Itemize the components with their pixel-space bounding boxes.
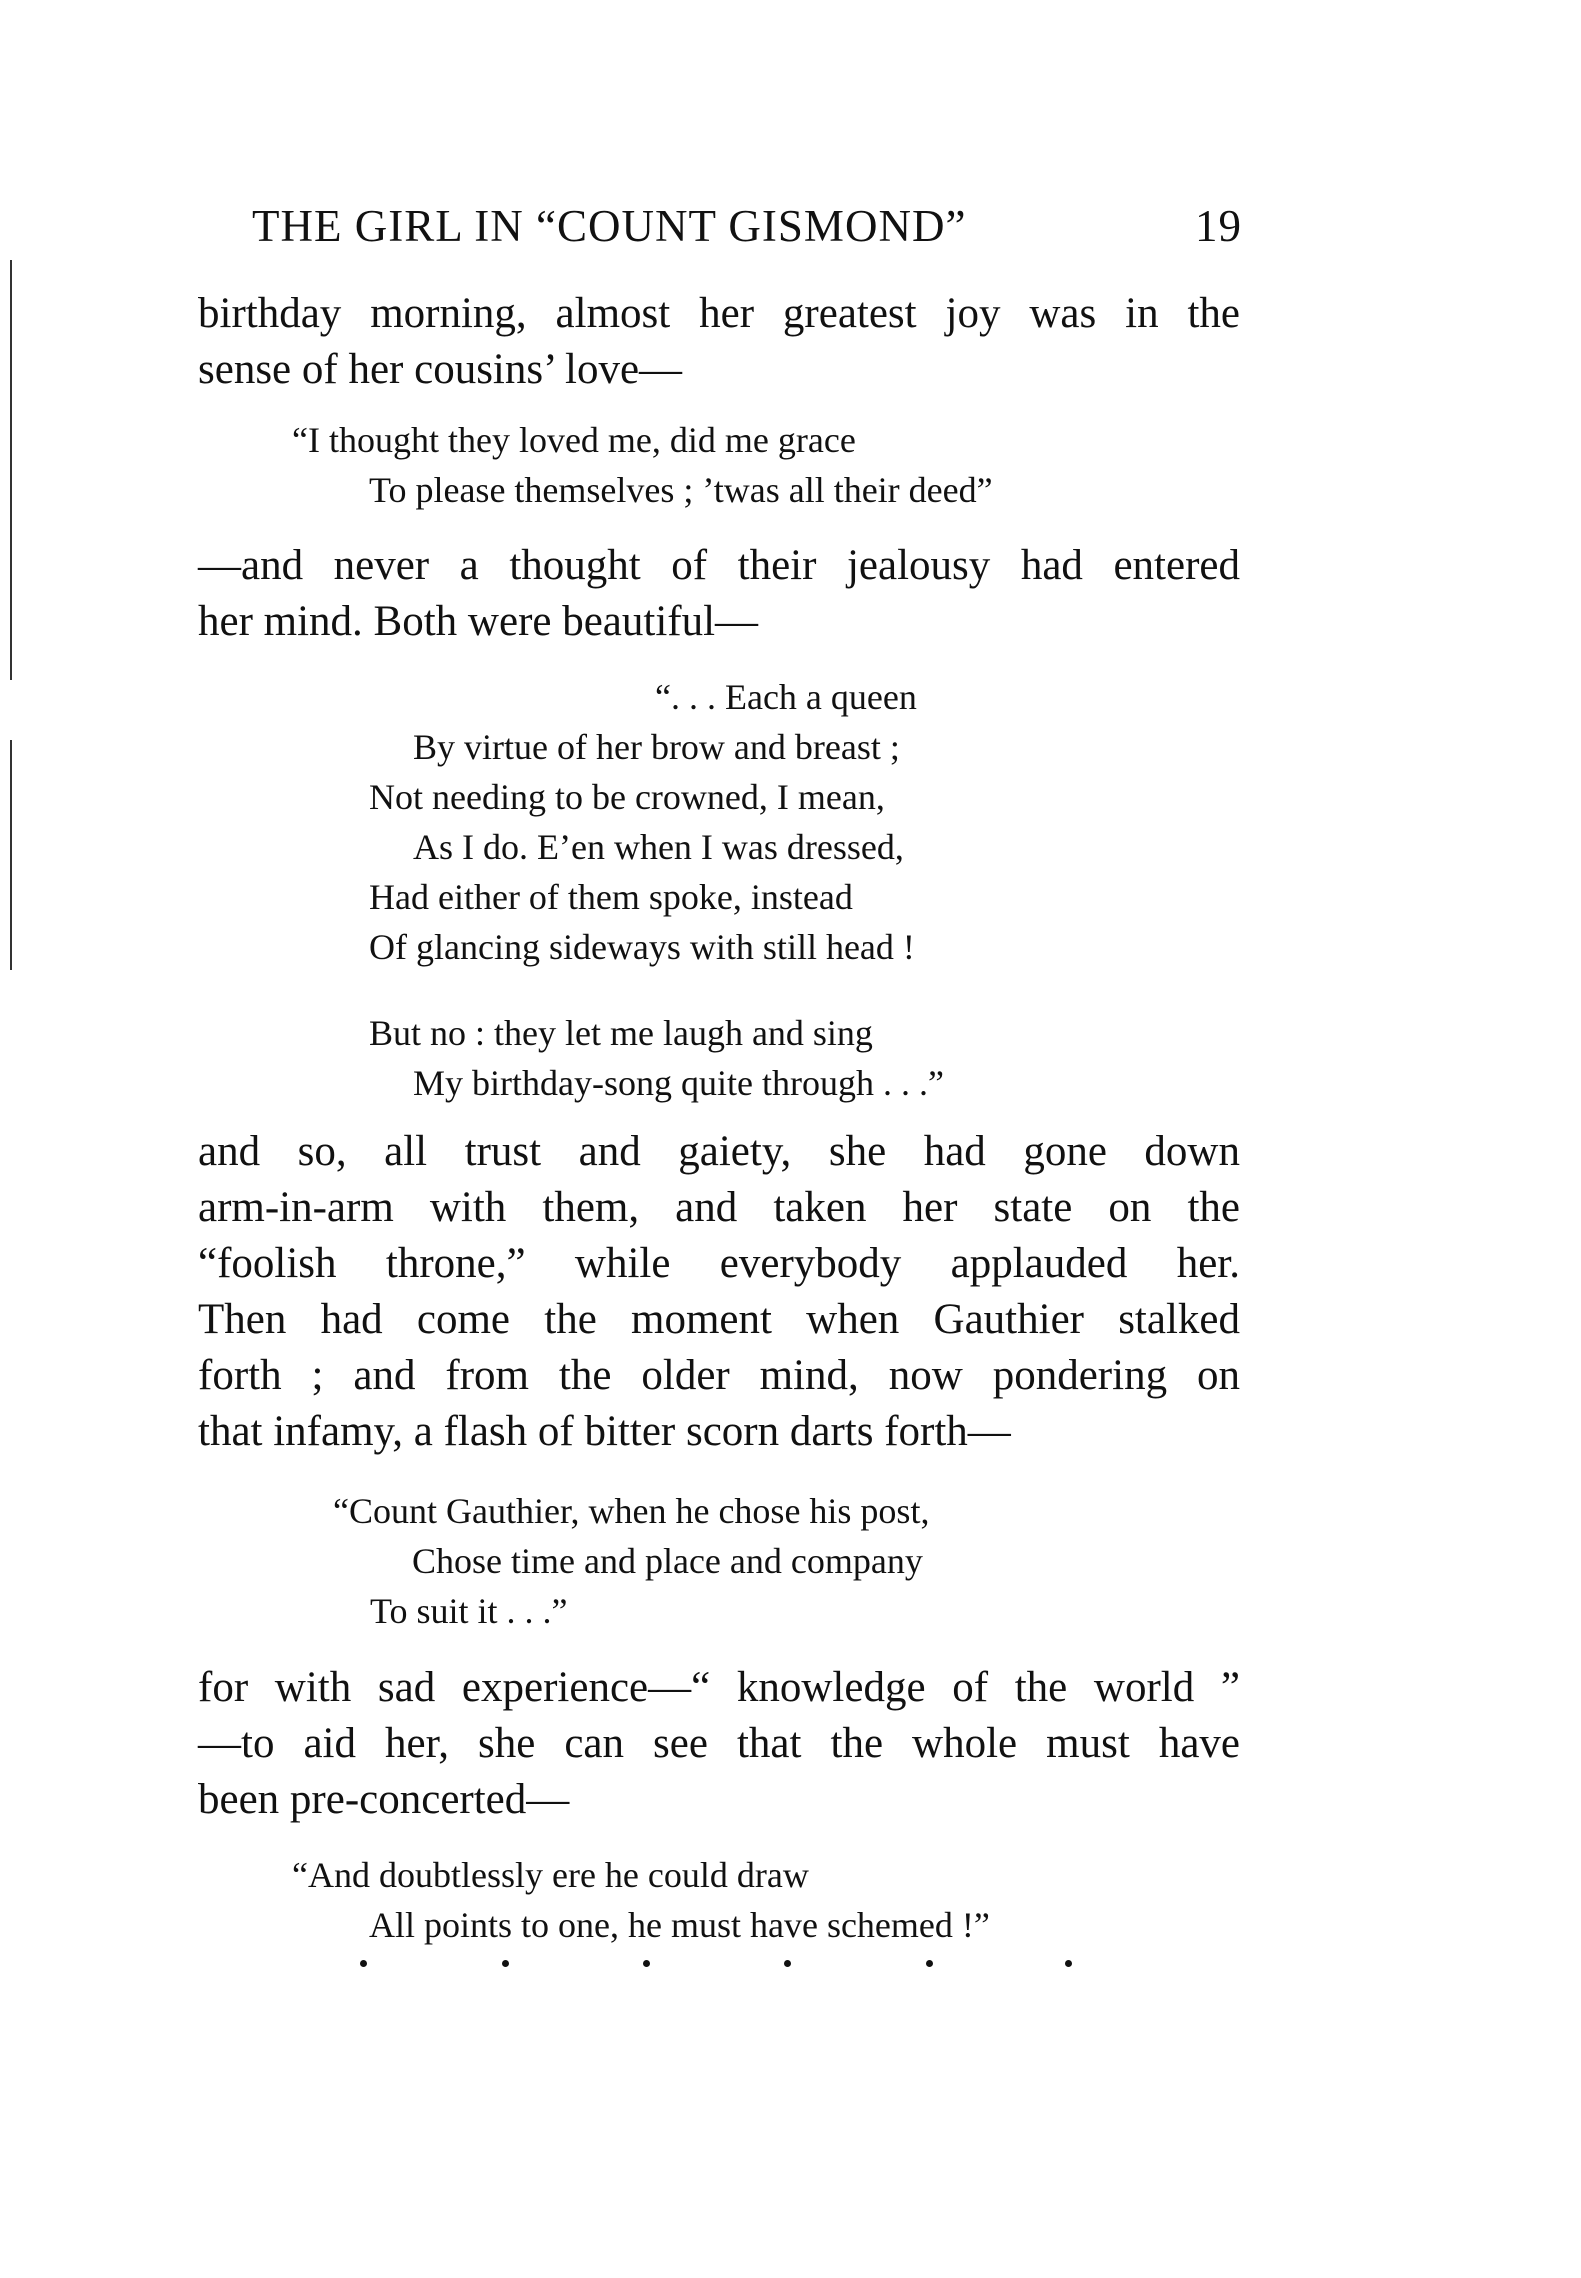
text-line: her mind. Both were beautiful— (198, 598, 759, 645)
verse-line: “Count Gauthier, when he chose his post, (333, 1491, 930, 1531)
verse-quotation (369, 672, 915, 972)
verse-line: To suit it . . .” (370, 1591, 568, 1631)
verse-line: Not needing to be crowned, I mean, (369, 777, 885, 817)
verse-quotation (292, 415, 993, 515)
dot (926, 1960, 933, 1967)
running-header (252, 200, 1242, 270)
page-edge-shadow (10, 740, 12, 970)
page-edge-shadow (10, 260, 12, 680)
text-line: for with sad experience—“ knowledge of the world ” (198, 1664, 1240, 1711)
verse-line: But no : they let me laugh and sing (369, 1013, 873, 1053)
paragraph (198, 1660, 1240, 1828)
text-line: arm-in-arm with them, and taken her state on the (198, 1184, 1240, 1231)
verse-line: “I thought they loved me, did me grace (292, 420, 856, 460)
verse-quotation (369, 1008, 944, 1108)
text-line: forth ; and from the older mind, now pondering on (198, 1352, 1240, 1399)
text-line: “foolish throne,” while everybody applauded her. (198, 1240, 1240, 1287)
section-break-dots (360, 1960, 1080, 1990)
verse-line: To please themselves ; ’twas all their deed” (369, 470, 993, 510)
verse-line: Of glancing sideways with still head ! (369, 927, 915, 967)
verse-quotation (333, 1486, 929, 1636)
verse-line: Chose time and place and company (412, 1541, 923, 1581)
verse-line: As I do. E’en when I was dressed, (413, 827, 904, 867)
dot (502, 1960, 509, 1967)
paragraph (198, 1124, 1240, 1460)
verse-line: “And doubtlessly ere he could draw (292, 1855, 809, 1895)
text-line: been pre-concerted— (198, 1776, 570, 1823)
verse-line: “. . . Each a queen (655, 677, 917, 717)
text-line: and so, all trust and gaiety, she had gone down (198, 1128, 1240, 1175)
dot (784, 1960, 791, 1967)
running-title: THE GIRL IN “COUNT GISMOND” (252, 201, 967, 251)
verse-line: All points to one, he must have schemed !” (369, 1905, 990, 1945)
verse-line: Had either of them spoke, instead (369, 877, 853, 917)
page-number: 19 (1195, 201, 1242, 251)
verse-line: My birthday-song quite through . . .” (413, 1063, 944, 1103)
text-line: Then had come the moment when Gauthier stalked (198, 1296, 1240, 1343)
text-line: birthday morning, almost her greatest joy was in the (198, 290, 1240, 337)
dot (643, 1960, 650, 1967)
dot (360, 1960, 367, 1967)
verse-line: By virtue of her brow and breast ; (413, 727, 900, 767)
paragraph (198, 538, 1240, 650)
text-line: —and never a thought of their jealousy had entered (198, 542, 1240, 589)
text-line: sense of her cousins’ love— (198, 346, 683, 393)
verse-quotation (292, 1850, 990, 1950)
text-line: that infamy, a flash of bitter scorn darts forth— (198, 1408, 1011, 1455)
text-line: —to aid her, she can see that the whole must have (198, 1720, 1240, 1767)
dot (1065, 1960, 1072, 1967)
paragraph (198, 286, 1240, 398)
